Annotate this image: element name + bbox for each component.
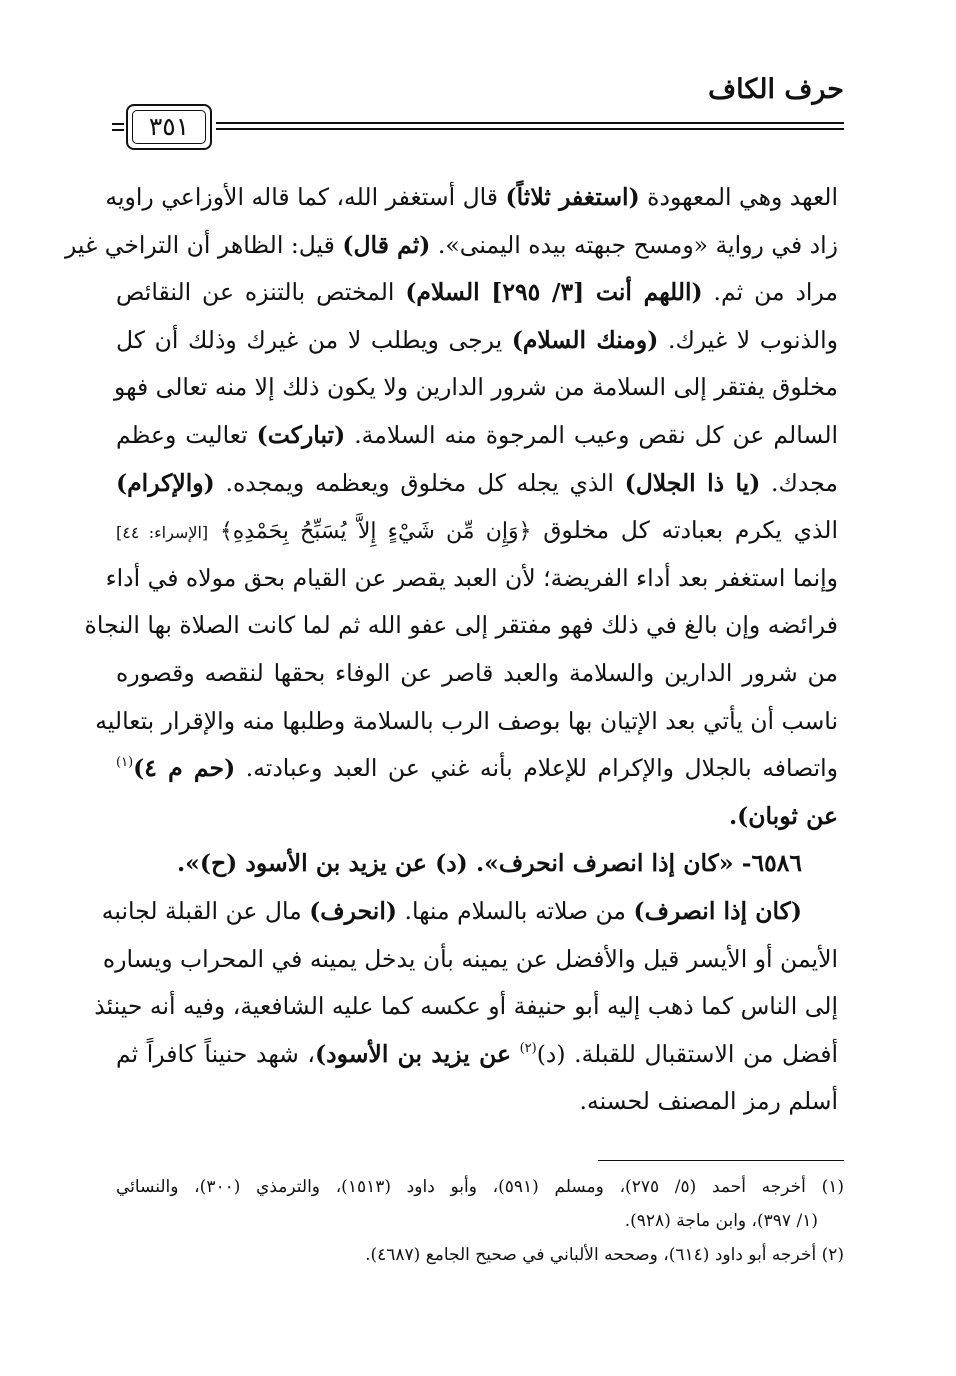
text-run [208,516,220,544]
footnotes [116,1170,844,1272]
text-run: يرجى ويطلب لا من غيرك وذلك أن كل [116,325,512,354]
bold-hadith-term: عن يزيد بن الأسود) [315,1039,511,1068]
text-line [116,745,838,793]
text-run: من صلاته بالسلام منها. [397,896,634,925]
text-line [116,650,838,698]
text-line [116,840,838,888]
text-line [116,507,838,555]
bold-hadith-term: (انحرف) [309,896,397,925]
text-run: من شرور الدارين والسلامة والعبد قاصر عن الوفاء بحقها لنقصه وقصوره [116,658,838,687]
page-number-frame [126,104,212,150]
text-run: زاد في رواية «ومسح جبهته بيده اليمنى». [430,230,838,259]
text-run: مراد من ثم. [702,278,839,307]
bold-hadith-term: (استغفر ثلاثاً) [505,183,640,211]
text-run: تعاليت وعظم [116,420,257,449]
text-line [116,793,838,841]
text-run: قيل: الظاهر أن التراخي غير [64,230,343,259]
text-run: مجدك. [760,468,838,497]
footnote-1-line-2: (١/ ٣٩٧)، وابن ماجة (٩٢٨). [624,1211,818,1231]
text-run: الذي يكرم بعبادته كل مخلوق [531,516,838,545]
text-line [116,364,838,412]
text-run [511,1040,520,1068]
text-run: الأيمن أو الأيسر قيل والأفضل عن يمينه بأن يدخل يمينه في المحراب ويساره [102,944,838,973]
bold-hadith-term: (تباركت) [256,420,346,449]
bold-hadith-term: (حم م ٤) [133,754,236,783]
text-line [102,936,838,984]
bold-hadith-term: (ومنك السلام) [511,325,659,354]
footnote-marker: (٢) [519,1040,537,1056]
text-line [64,222,838,270]
text-run: الذي يجله كل مخلوق ويعظمه ويمجده. [214,468,625,497]
footnote-2: (٢) أخرجه أبو داود (٦١٤)، وصححه الألباني في صحيح الجامع (٤٦٨٧). [365,1245,844,1265]
text-line [94,983,838,1031]
bold-hadith-term: (كان إذا انصرف) [633,896,802,925]
text-run: السالم عن كل نقص وعيب المرجوة منه السلامة. [345,420,839,449]
text-line [105,174,838,222]
text-run: قال أستغفر الله، كما قاله الأوزاعي راويه [105,183,506,211]
bold-hadith-term: عن ثوبان). [728,801,838,830]
text-run: والذنوب لا غيرك. [658,325,838,354]
bold-hadith-term: (ثم قال) [342,230,431,259]
footnote-1-line-1: (١) أخرجه أحمد (٥/ ٢٧٥)، ومسلم (٥٩١)، وأبو داود (١٥١٣)، والترمذي (٣٠٠)، والنسائي [116,1177,844,1197]
text-line [105,555,838,603]
bold-hadith-term: ٦٥٨٦- «كان إذا انصرف انحرف». (د) عن يزيد بن الأسود (ح)». [176,849,802,878]
text-line [116,317,838,365]
page-number: ٣٥١ [148,112,190,141]
footnote-marker: (١) [116,755,134,771]
text-run: أسلم رمز المصنف لحسنه. [579,1087,838,1116]
text-run: أفضل من الاستقبال للقبلة. (د) [536,1039,838,1068]
bold-hadith-term: (والإكرام) [116,468,215,497]
text-run: إلى الناس كما ذهب إليه أبو حنيفة أو عكسه كما عليه الشافعية، وفيه أنه حينئذ [94,992,838,1021]
bold-hadith-term: (اللهم أنت [٣/ ٢٩٥] السلام) [405,278,703,307]
text-line [116,1031,838,1079]
text-run: ، شهد حنيناً كافراً ثم [116,1039,316,1068]
text-line [116,460,838,508]
text-line [101,888,838,936]
text-line [116,269,838,317]
header-rule-end-tick [112,123,124,131]
text-line [95,698,838,746]
text-line [84,602,838,650]
text-run: المختص بالتنزه عن النقائص [116,278,406,307]
text-run: واتصافه بالجلال والإكرام للإعلام بأنه غني عن العبد وعبادته. [235,754,838,783]
text-line [116,1078,838,1126]
footnote-separator [598,1160,844,1161]
text-run: العهد وهي المعهودة [639,183,838,211]
text-run: فرائضه وإن بالغ في ذلك فهو مفتقر إلى عفو الله ثم لما كانت الصلاة بها النجاة [84,611,838,640]
text-run: مال عن القبلة لجانبه [101,896,310,925]
text-line [116,412,838,460]
quran-verse: ﴿وَإِن مِّن شَيْءٍ إِلاَّ يُسَبِّحُ بِحَمْدِهِ﴾ [219,519,532,545]
text-run: مخلوق يفتقر إلى السلامة من شرور الدارين ولا يكون ذلك إلا منه تعالى فهو [114,373,838,402]
chapter-running-title: حرف الكاف [708,74,844,105]
verse-reference: [الإسراء: ٤٤] [116,523,209,543]
header-double-rule [216,122,844,130]
text-run: وإنما استغفر بعد أداء الفريضة؛ لأن العبد يقصر عن القيام بحق مولاه في أداء [105,563,838,592]
text-run: ناسب أن يأتي بعد الإتيان بها بوصف الرب بالسلامة وطلبها منه والإقرار بتعاليه [95,706,838,735]
main-text [64,174,839,1126]
bold-hadith-term: (يا ذا الجلال) [624,468,761,497]
